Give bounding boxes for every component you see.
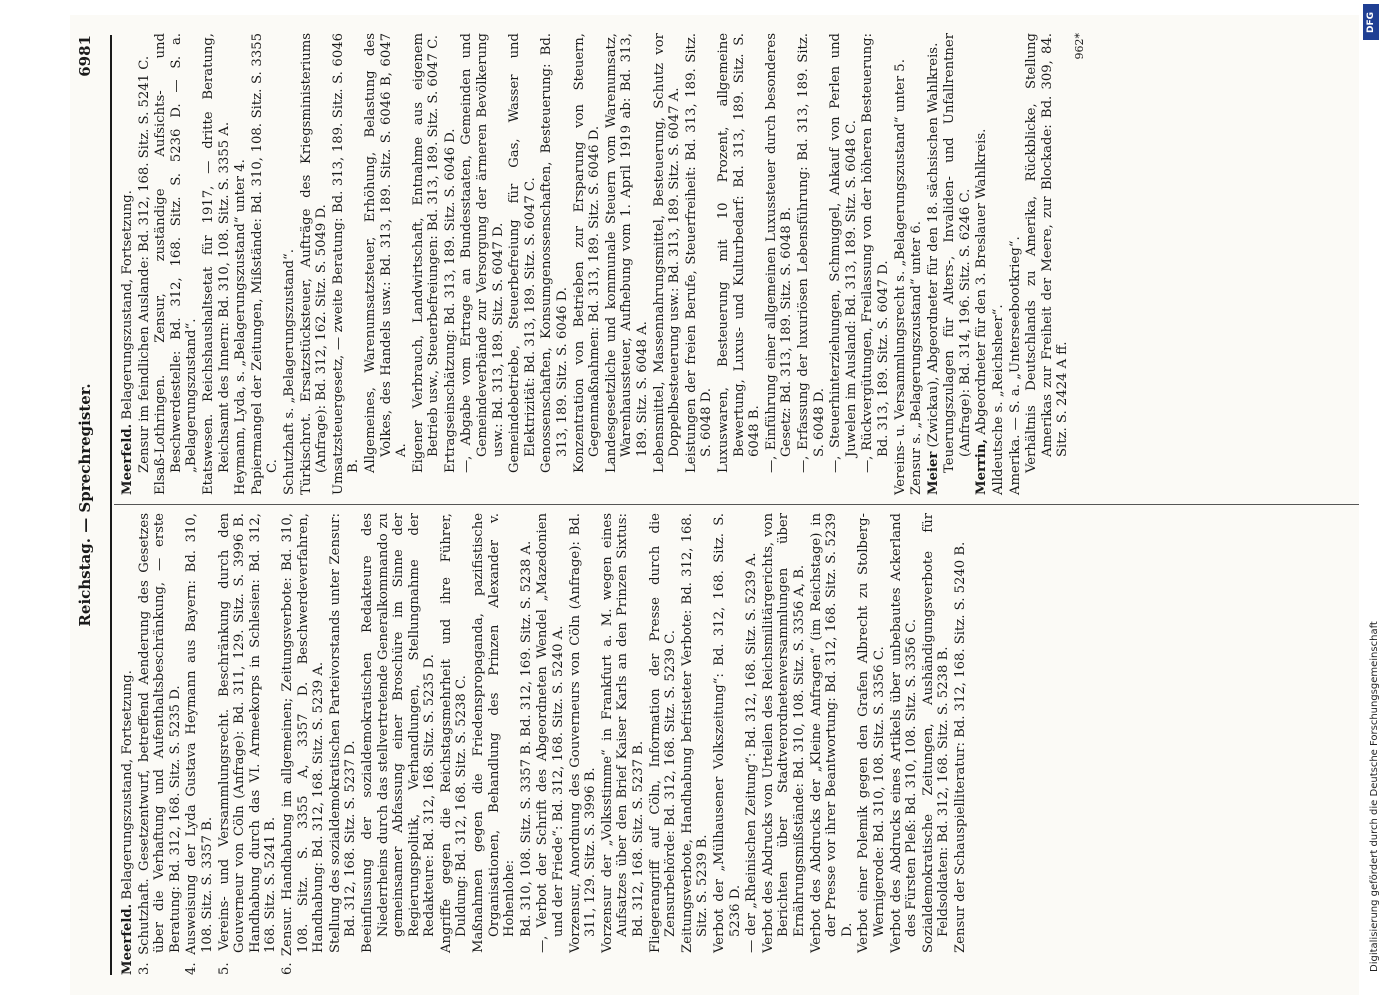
index-entry: Verbot des Abdrucks eines Artikels über unbebautes Ackerland des Fürsten Pleß: Bd. 310, 108. Sitz. S. 3356 C.: [888, 513, 920, 953]
index-entry: Papiermangel der Zeitungen, Mißstände: Bd. 310, 108. Sitz. S. 3355 C.: [249, 33, 281, 495]
index-entry: Verbot des Abdrucks von Urteilen des Reichsmilitärgerichts, von Berichten über Stadtverordnetenversammlungen über Ernährungsmißstände: Bd. 310, 108. Sitz. S. 3356 A, B.: [760, 513, 807, 953]
index-entry: —, Abgabe vom Ertrage an Bundesstaaten, Gemeinden und Gemeindeverbände zur Versorgung der ärmeren Bevölkerung usw.: Bd. 313, 189. Sitz. S. 6047 D.: [459, 33, 506, 473]
digitization-note: Digitalisierung gefördert durch die Deutsche Forschungsgemeinschaft: [1369, 621, 1380, 972]
index-entry: Konzentration von Betrieben zur Ersparung von Steuern, Gegenmaßnahmen: Bd. 313, 189. Sitz. S. 6046 D.: [571, 33, 603, 473]
digitization-note-strip: [1359, 0, 1383, 1000]
speaker-description: Abgeordneter für den 3. Breslauer Wahlkreis.: [974, 128, 990, 435]
header-rule: [110, 35, 112, 975]
left-column: [120, 513, 969, 975]
entry-heading: Belagerungszustand, Fortsetzung.: [120, 670, 135, 900]
index-entry: Zensur s. „Belagerungszustand“ unter 6.: [909, 221, 925, 495]
index-entry: Zensur im feindlichen Auslande: Bd. 312, 168. Sitz. S. 5241 C.: [136, 55, 152, 473]
index-entry: Bd. 310, 108. Sitz. S. 3357 B. Bd. 312, 169. Sitz. S. 5238 A.: [518, 540, 534, 937]
index-entry: Türkischrot. Ersatzstücksteuer, Aufträge des Kriegsministeriums (Anfrage): Bd. 312, 162. Sitz. S. 5049 D.: [298, 33, 330, 495]
index-entry: 4. Ausweisung der Lyda Gustava Heymann aus Bayern: Bd. 310, 108. Sitz. S. 3357 B.: [184, 513, 215, 975]
index-entry: Stellung des sozialdemokratischen Parteivorstands unter Zensur: Bd. 312, 168. Sitz. S. 5237 D.: [327, 513, 359, 953]
index-entry: Genossenschaften, Konsumgenossenschaften, Besteuerung: Bd. 313, 189. Sitz. S. 6046 D.: [539, 33, 571, 473]
index-entry: Zensur der Schauspielliteratur: Bd. 312, 168. Sitz. S. 5240 B.: [952, 541, 968, 953]
index-entry: Verhältnis Deutschlands zu Amerika, Rückblicke, Stellung Amerikas zur Freiheit der Meere, zur Blockade: Bd. 309, 84. Sitz. S. 2424 A ff.: [1024, 33, 1071, 473]
index-entry: Angriffe gegen die Reichstagsmehrheit und ihre Führer, Duldung: Bd. 312, 168. Sitz. S. 5238 C.: [438, 513, 470, 953]
speaker-name: Meier: [925, 451, 941, 495]
index-entry: —, Erfassung der luxuriösen Lebensführung: Bd. 313, 189. Sitz. S. 6048 D.: [795, 33, 827, 473]
index-entry: Beeinflussung der sozialdemokratischen Redakteure des Niederrheins durch das stellvertretende Generalkommando zu gemeinsamer Abfassung einer Broschüre im Sinne der Regierungspolitik, Verhandlungen, Stellungnahme der Redakteure: Bd. 312, 168. Sitz. S. 5235 D.: [359, 513, 438, 953]
right-column-head: [120, 33, 136, 495]
index-entry: —, Einführung einer allgemeinen Luxussteuer durch besonderes Gesetz: Bd. 313, 189. Sitz. S. 6048 B.: [763, 33, 795, 473]
index-entry: Allgemeines, Warenumsatzsteuer, Erhöhung, Belastung des Volkes, des Handels usw.: Bd. 313, 189. Sitz. S. 6046 B, 6047 A.: [362, 33, 410, 473]
index-entry: Maßnahmen gegen die Friedenspropaganda, pazifistische Organisationen, Behandlung des Prinzen Alexander v. Hohenlohe:: [471, 513, 518, 953]
index-entry: Schutzhaft s. „Belagerungszustand“.: [281, 249, 297, 495]
index-entry: Verbot des Abdrucks der „Kleine Anfragen“ (im Reichstage) in der Presse vor ihrer Beantwortung: Bd. 312, 168. Sitz. S. 5239 D.: [808, 513, 855, 953]
index-entry: Vereins- u. Versammlungsrecht s. „Belagerungszustand“ unter 5.: [892, 59, 908, 495]
page-header: [76, 35, 106, 975]
index-entry: 6. Zensur. Handhabung im allgemeinen; Zeitungsverbote: Bd. 310, 108. Sitz. S. 3355 A, 3357 D. Beschwerdeverfahren, Handhabung: Bd. 312, 168. Sitz. S. 5239 A.: [279, 513, 327, 975]
index-entry: 3. Schutzhaft. Gesetzentwurf, betreffend Aenderung des Gesetzes über die Verhaftung und Aufenthaltsbeschränkung, — erste Beratung: Bd. 312, 168. Sitz. S. 5235 D.: [136, 513, 183, 975]
column-divider: [114, 504, 1383, 505]
index-entry: Verbot einer Polemik gegen den Grafen Albrecht zu Stolberg-Wernigerode: Bd. 310, 108. Sitz. S. 3356 C.: [856, 513, 887, 953]
index-entry: Alldeutsche s. „Reichsheer“.: [991, 304, 1007, 495]
index-entry: Zeitungsverbote, Handhabung befristeter Verbote: Bd. 312, 168. Sitz. S. 5239 B.: [679, 513, 711, 953]
page-number: 6981: [76, 35, 94, 77]
index-entry: Vorzensur, Anordnung des Gouverneurs von Cöln (Anfrage): Bd. 311, 129. Sitz. S. 3996 B.: [567, 513, 599, 953]
index-entry: Luxuswaren, Besteuerung mit 10 Prozent, allgemeine Bewertung, Luxus- und Kulturbedarf: Bd. 313, 189. Sitz. S. 6048 B.: [715, 33, 763, 473]
index-entry: Amerika. — S. a. „Unterseebootkrieg“.: [1007, 236, 1023, 495]
right-column: [120, 33, 1089, 495]
speaker-name: Merrin,: [974, 438, 990, 495]
index-entry: Teuerungszulagen für Alters-, Invaliden- und Unfallrentner (Anfrage): Bd. 314, 196. Sitz. S. 6246 C.: [942, 33, 973, 473]
speaker-block-merrin: [974, 33, 990, 495]
index-entry: Ertragseinschätzung: Bd. 313, 189. Sitz. S. 6046 D.: [442, 128, 458, 473]
index-entry: Heymann, Lyda, s. „Belagerungszustand“ unter 4.: [233, 159, 249, 495]
index-entry: Elsaß-Lothringen. Zensur, zuständige Aufsichts- und Beschwerdestelle: Bd. 312, 168. Sitz. S. 5236 D. — S. a. „Belagerungszustand“.: [153, 33, 200, 495]
index-entry: Lebensmittel, Massennahrungsmittel, Besteuerung, Schutz vor Doppelbesteuerung usw.: Bd. 313, 189. Sitz. S. 6047 A.: [651, 33, 683, 473]
speaker-name: Meerfeld.: [120, 903, 135, 975]
index-entry: Vorzensur der „Volksstimme“ in Frankfurt a. M. wegen eines Aufsatzes über den Brief Kaiser Karls an den Prinzen Sixtus: Bd. 312, 168. Sitz. S. 5237 B.: [599, 513, 646, 953]
speaker-block-meier: [926, 33, 942, 495]
index-entry: Gemeindebetriebe, Steuerbefreiung für Gas, Wasser und Elektrizität: Bd. 313, 189. Sitz. S. 6047 C.: [507, 33, 538, 473]
index-entry: Verbot der „Mülhausener Volkszeitung“: Bd. 312, 168. Sitz. S. 5236 D.: [711, 513, 743, 953]
index-entry: —, Rückvergütungen, Freilassung von der höheren Besteuerung: Bd. 313, 189. Sitz. S. 6047 D.: [860, 33, 891, 473]
speaker-description: (Zwickau), Abgeordneter für den 18. sächsischen Wahlkreis.: [925, 42, 941, 448]
signature-mark: 962*: [1073, 33, 1087, 60]
running-title: Reichstag. — Sprechregister.: [76, 383, 94, 627]
index-entry: Landesgesetzliche und kommunale Steuern vom Warenumsatz, Warenhaussteuer, Aufhebung vom 1. April 1919 ab: Bd. 313, 189. Sitz. S. 6048 A.: [603, 33, 650, 473]
index-entry: Etatswesen. Reichshaushaltsetat für 1917, — dritte Beratung, Reichsamt des Innern: Bd. 310, 108. Sitz. S. 3355 A.: [200, 33, 232, 495]
speaker-name: Meerfeld.: [120, 423, 135, 495]
index-entry: Leistungen der freien Berufe, Steuerfreiheit: Bd. 313, 189. Sitz. S. 6048 D.: [683, 33, 715, 473]
index-entry: Sozialdemokratische Zeitungen, Aushändigungsverbote für Feldsoldaten: Bd. 312, 168. Sitz. S. 5238 B.: [920, 513, 952, 953]
entry-heading: Belagerungszustand, Fortsetzung.: [120, 190, 135, 420]
left-column-head: [120, 513, 136, 975]
rotated-page: [70, 15, 1383, 995]
index-entry: Umsatzsteuergesetz, — zweite Beratung: Bd. 313, 189. Sitz. S. 6046 B.: [330, 33, 362, 495]
index-entry: Fliegerangriff auf Cöln, Information der Presse durch die Zensurbehörde: Bd. 312, 168. Sitz. S. 5239 C.: [647, 513, 679, 953]
index-entry: 5. Vereins- und Versammlungsrecht. Beschränkung durch den Gouverneur von Cöln (Anfrage): Bd. 311, 129. Sitz. S. 3996 B. Handhabung durch das VI. Armeekorps in Schlesien: Bd. 312, 168. Sitz. S. 5241 B.: [216, 513, 279, 975]
index-entry: Eigener Verbrauch, Landwirtschaft, Entnahme aus eigenem Betrieb usw., Steuerbefreiungen: Bd. 313, 189. Sitz. S. 6047 C.: [410, 33, 442, 473]
index-entry: — der „Rheinischen Zeitung“: Bd. 312, 168. Sitz. S. 5239 A.: [744, 552, 760, 953]
dfg-logo: DFG: [1363, 4, 1379, 40]
index-entry: —, Steuerhinterziehungen, Schmuggel, Ankauf von Perlen und Juwelen im Ausland: Bd. 313, 189. Sitz. S. 6048 C.: [828, 33, 859, 473]
index-entry: —, Verbot der Schrift des Abgeordneten Wendel „Mazedonien und der Friede“: Bd. 312, 168. Sitz. S. 5240 A.: [535, 513, 567, 953]
